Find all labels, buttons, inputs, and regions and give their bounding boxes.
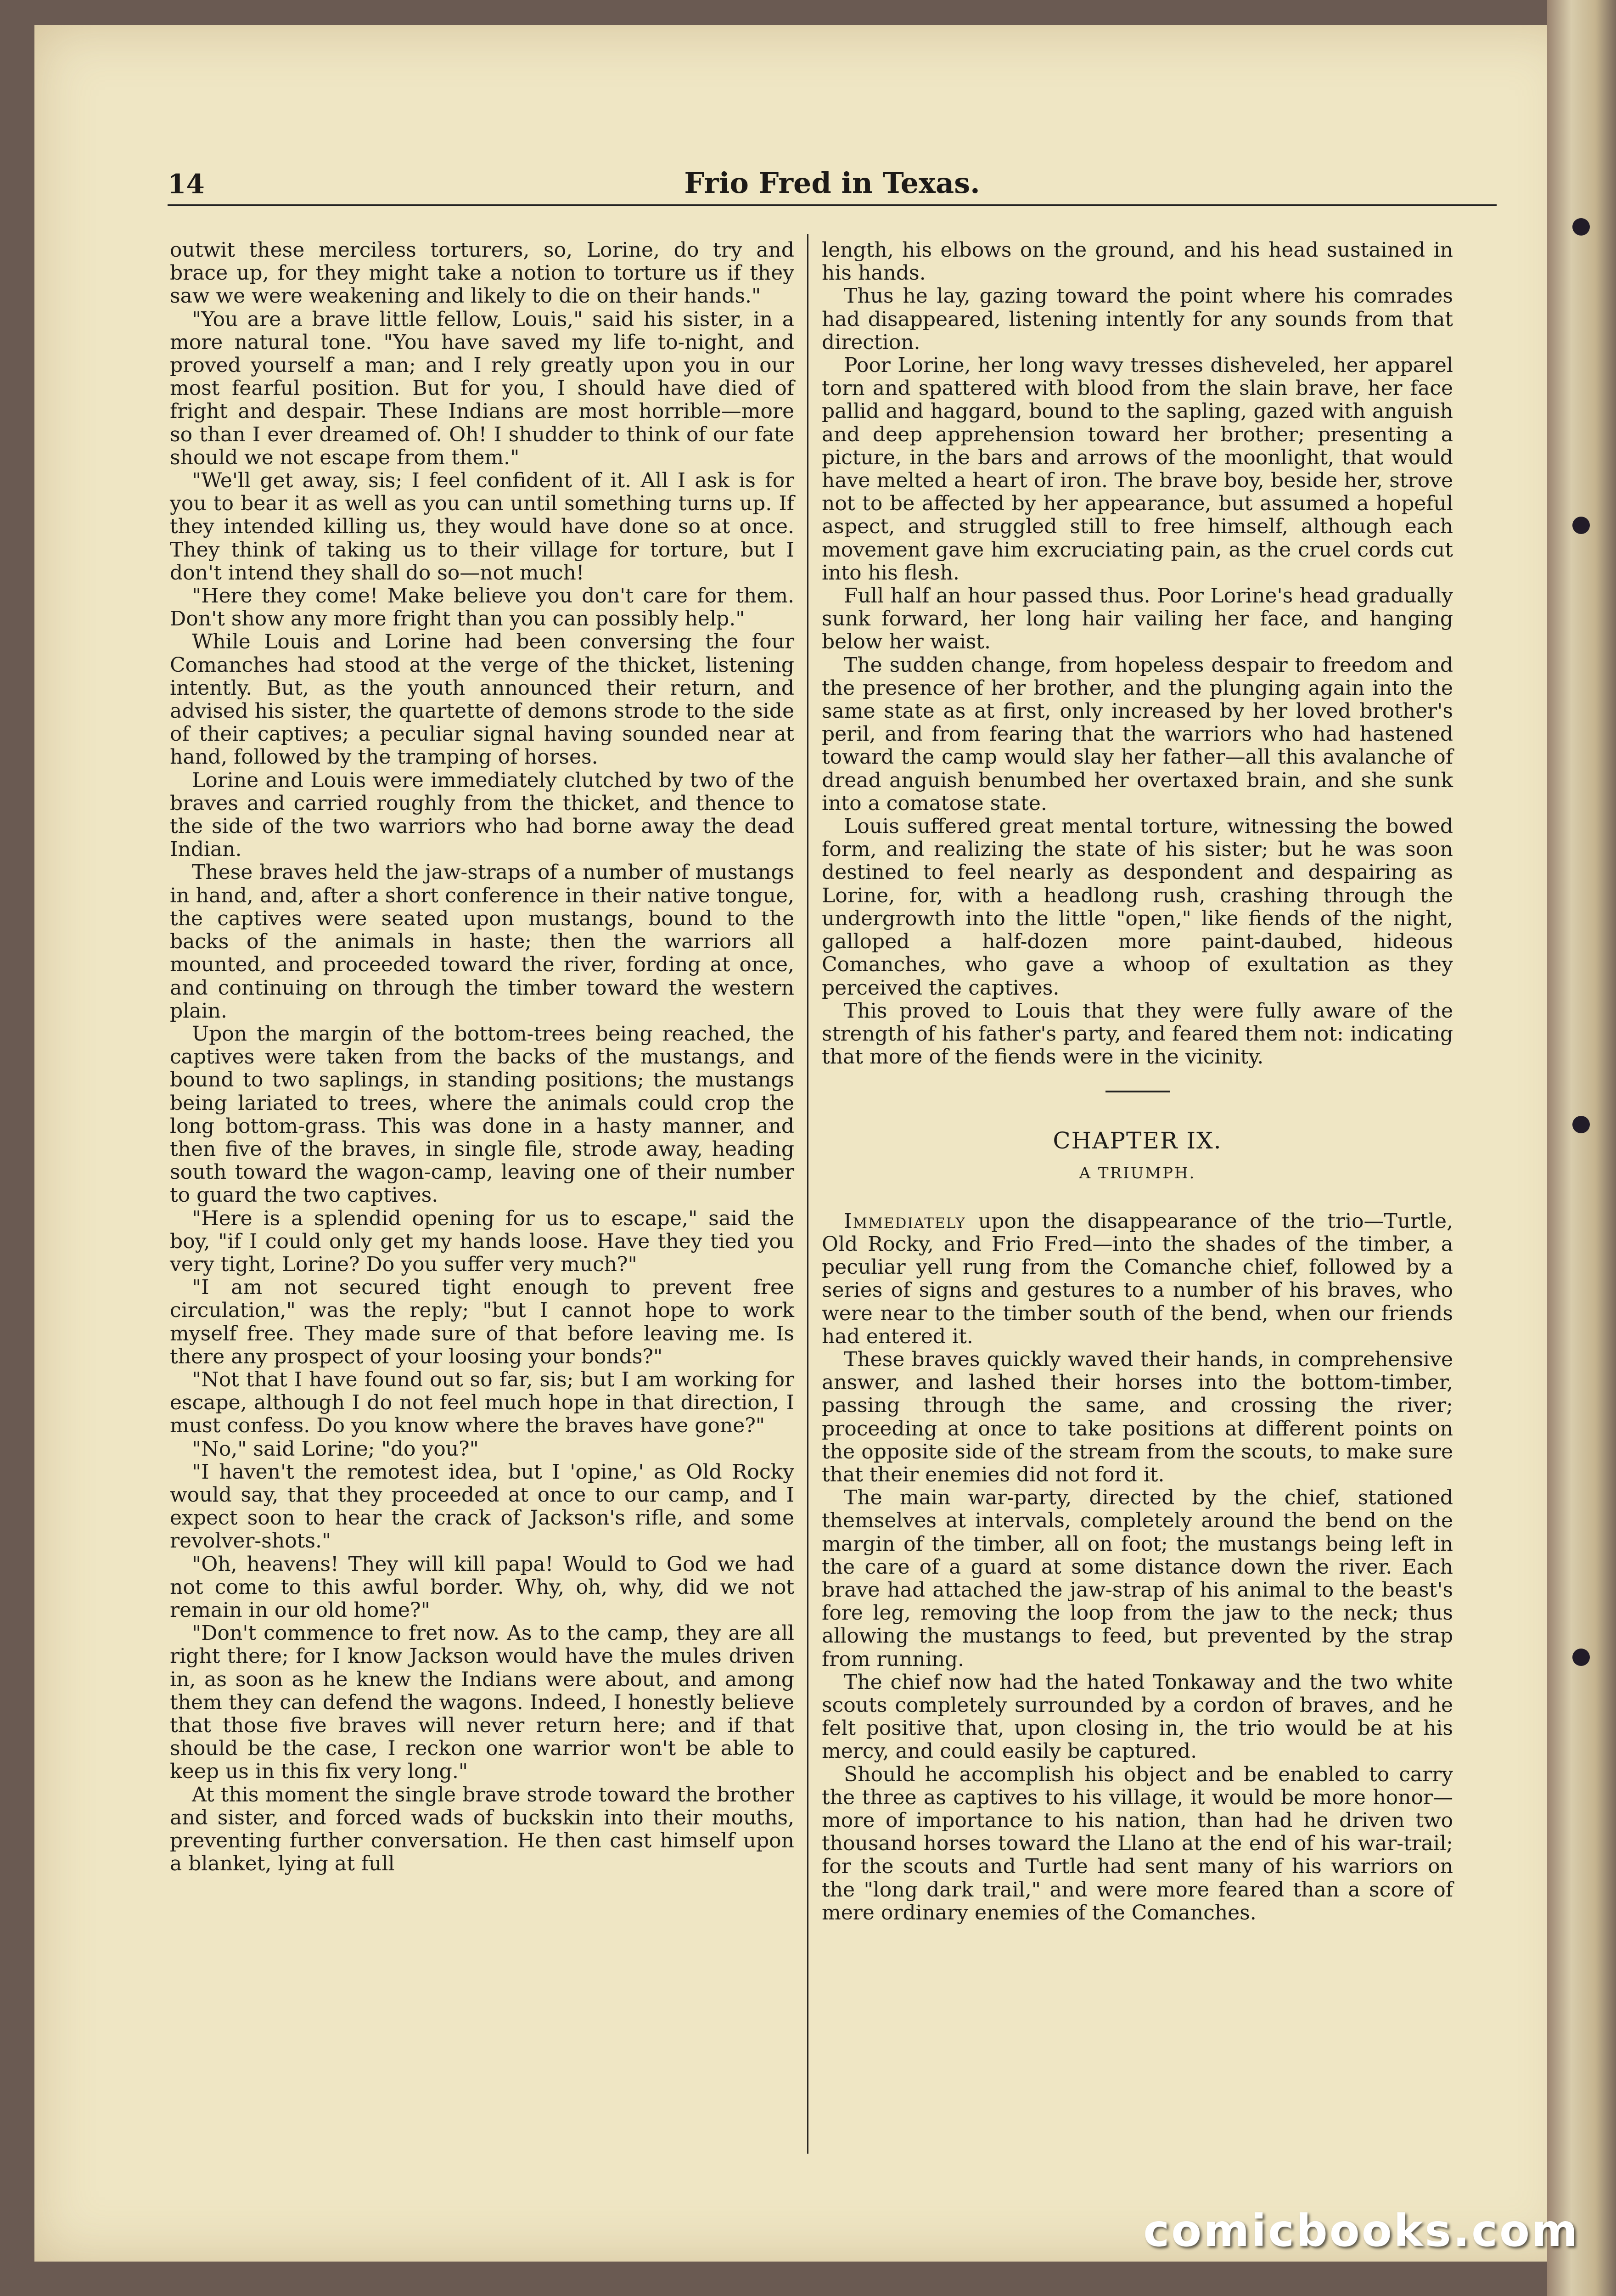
paragraph: outwit these merciless torturers, so, Lorine, do try and brace up, for they might take a notion to torture us if they saw we were weakening and likely to die on their hands." bbox=[170, 238, 794, 308]
paragraph: length, his elbows on the ground, and his head sustained in his hands. bbox=[822, 238, 1453, 285]
paragraph: These braves quickly waved their hands, in comprehensive answer, and lashed their horses into the bottom-timber, passing through the same, and crossing the river; proceeding at once to take positions at different points on the opposite side of the stream from the scouts, to make sure that their enemies did not ford it. bbox=[822, 1347, 1453, 1486]
page-header bbox=[168, 163, 1497, 206]
paragraph: "Here is a splendid opening for us to escape," said the boy, "if I could only get my hands loose. Have they tied you very tight, Lorine? Do you suffer very much?" bbox=[170, 1206, 794, 1276]
paragraph: While Louis and Lorine had been conversing the four Comanches had stood at the verge of the thicket, listening intently. But, as the youth announced their return, and advised his sister, the quartette of demons strode to the side of their captives; a peculiar signal having sounded near at hand, followed by the tramping of horses. bbox=[170, 630, 794, 769]
paragraph: Upon the margin of the bottom-trees being reached, the captives were taken from the backs of the mustangs, and bound to two saplings, in standing positions; the mustangs being lariated to trees, where the animals could crop the long bottom-grass. This was done in a hasty manner, and then five of the braves, in single file, strode away, heading south toward the wagon-camp, leaving one of their number to guard the two captives. bbox=[170, 1022, 794, 1207]
lead-word: Immediately bbox=[844, 1209, 966, 1233]
column-divider bbox=[807, 234, 808, 2154]
paragraph: "You are a brave little fellow, Louis," said his sister, in a more natural tone. "You have saved my life to-night, and proved yourself a man; and I rely greatly upon you in our most fearful position. But for you, I should have died of fright and despair. These Indians are most horrible—more so than I ever dreamed of. Oh! I shudder to think of our fate should we not escape from them." bbox=[170, 307, 794, 469]
paragraph: "Not that I have found out so far, sis; but I am working for escape, although I do not feel much hope in that direction, I must confess. Do you know where the braves have gone?" bbox=[170, 1367, 794, 1438]
binding-hole-icon bbox=[1572, 218, 1590, 236]
paragraph: "Oh, heavens! They will kill papa! Would to God we had not come to this awful border. Why, oh, why, did we not remain in our old home?" bbox=[170, 1552, 794, 1622]
left-column bbox=[170, 239, 794, 1875]
running-title: Frio Fred in Texas. bbox=[684, 166, 980, 200]
page-number: 14 bbox=[168, 169, 205, 200]
section-rule bbox=[1105, 1091, 1170, 1092]
paragraph: "I am not secured tight enough to prevent free circulation," was the reply; "but I cannot hope to work myself free. They made sure of that before leaving me. Is there any prospect of your loosing your bonds?" bbox=[170, 1276, 794, 1368]
first-paragraph-text: upon the disappearance of the trio—Turtle, Old Rocky, and Frio Fred—into the shades of the timber, a peculiar yell rung from the Comanche chief, followed by a series of signs and gestures to a number of his braves, who were near to the timber south of the bend, when our friends had entered it. bbox=[822, 1209, 1453, 1348]
paragraph: The main war-party, directed by the chief, stationed themselves at intervals, completely around the bend on the margin of the timber, all on foot; the mustangs being left in the care of a guard at some distance down the river. Each brave had attached the jaw-strap of his animal to the beast's fore leg, removing the loop from the jaw to the neck; thus allowing the mustangs to feed, but prevented by the strap from running. bbox=[822, 1486, 1453, 1671]
paragraph: The chief now had the hated Tonkaway and the two white scouts completely surrounded by a cordon of braves, and he felt positive that, upon closing in, the trio would be at his mercy, and could easily be captured. bbox=[822, 1670, 1453, 1763]
chapter-first-paragraph bbox=[822, 1210, 1453, 1348]
binding-hole-icon bbox=[1572, 517, 1590, 534]
site-watermark: comicbooks.com bbox=[1143, 2205, 1579, 2257]
paragraph: Thus he lay, gazing toward the point where his comrades had disappeared, listening intently for any sounds from that direction. bbox=[822, 284, 1453, 354]
paragraph: This proved to Louis that they were fully aware of the strength of his father's party, and feared them not: indicating that more of the fiends were in the vicinity. bbox=[822, 999, 1453, 1069]
paragraph: Poor Lorine, her long wavy tresses disheveled, her apparel torn and spattered with blood from the slain brave, her face pallid and haggard, bound to the sapling, gazed with anguish and deep apprehension toward her brother; presenting a picture, in the bars and arrows of the moonlight, that would have melted a heart of iron. The brave boy, beside her, strove not to be affected by her appearance, but assumed a hopeful aspect, and struggled still to free himself, although each movement gave him excruciating pain, as the cruel cords cut into his flesh. bbox=[822, 354, 1453, 585]
paragraph: "Here they come! Make believe you don't care for them. Don't show any more fright than you can possibly help." bbox=[170, 584, 794, 631]
right-column bbox=[822, 239, 1453, 1925]
paragraph: Full half an hour passed thus. Poor Lorine's head gradually sunk forward, her long hair vailing her face, and hanging below her waist. bbox=[822, 584, 1453, 654]
paragraph: The sudden change, from hopeless despair to freedom and the presence of her brother, and the plunging again into the same state as at first, only increased by her loved brother's peril, and from fearing that the warriors who had hastened toward the camp would slay her father—all this avalanche of dread anguish benumbed her overtaxed brain, and she sunk into a comatose state. bbox=[822, 653, 1453, 815]
paragraph: Should he accomplish his object and be enabled to carry the three as captives to his village, it would be more honor—more of importance to his nation, than had he driven two thousand horses toward the Llano at the end of his war-trail; for the scouts and Turtle had sent many of his warriors on the "long dark trail," and were more feared than a score of mere ordinary enemies of the Comanches. bbox=[822, 1762, 1453, 1925]
binding-hole-icon bbox=[1572, 1116, 1590, 1133]
chapter-title: CHAPTER IX. bbox=[1053, 1127, 1222, 1154]
paragraph: "We'll get away, sis; I feel confident of it. All I ask is for you to bear it as well as you can until something turns up. If they intended killing us, they would have done so at once. They think of taking us to their village for torture, but I don't intend they shall do so—not much! bbox=[170, 469, 794, 585]
paragraph: "Don't commence to fret now. As to the camp, they are all right there; for I know Jackson would have the mules driven in, as soon as he knew the Indians were about, and among them they can defend the wagons. Indeed, I honestly believe that those five braves will never return here; and if that should be the case, I reckon one warrior won't be able to keep us in this fix very long." bbox=[170, 1621, 794, 1784]
paragraph: At this moment the single brave strode toward the brother and sister, and forced wads of buckskin into their mouths, preventing further conversation. He then cast himself upon a blanket, lying at full bbox=[170, 1783, 794, 1876]
paragraph: Louis suffered great mental torture, witnessing the bowed form, and realizing the state of his sister; but he was soon destined to feel nearly as despondent and despairing as Lorine, for, with a headlong rush, crashing through the undergrowth into the little "open," like fiends of the night, galloped a half-dozen more paint-daubed, hideous Comanches, who gave a whoop of exultation as they perceived the captives. bbox=[822, 815, 1453, 1000]
paragraph: "No," said Lorine; "do you?" bbox=[192, 1437, 479, 1461]
binding-hole-icon bbox=[1572, 1649, 1590, 1666]
paragraph: These braves held the jaw-straps of a number of mustangs in hand, and, after a short conference in their native tongue, the captives were seated upon mustangs, bound to the backs of the animals in haste; then the warriors all mounted, and proceeded toward the river, fording at once, and continuing on through the timber toward the western plain. bbox=[170, 861, 794, 1023]
chapter-subtitle: A TRIUMPH. bbox=[1079, 1164, 1196, 1182]
paragraph: Lorine and Louis were immediately clutched by two of the braves and carried roughly from the thicket, and thence to the side of the two warriors who had borne away the dead Indian. bbox=[170, 768, 794, 861]
paragraph: "I haven't the remotest idea, but I 'opine,' as Old Rocky would say, that they proceeded at once to our camp, and I expect soon to hear the crack of Jackson's rifle, and some revolver-shots." bbox=[170, 1460, 794, 1553]
book-spine bbox=[1547, 0, 1616, 2296]
